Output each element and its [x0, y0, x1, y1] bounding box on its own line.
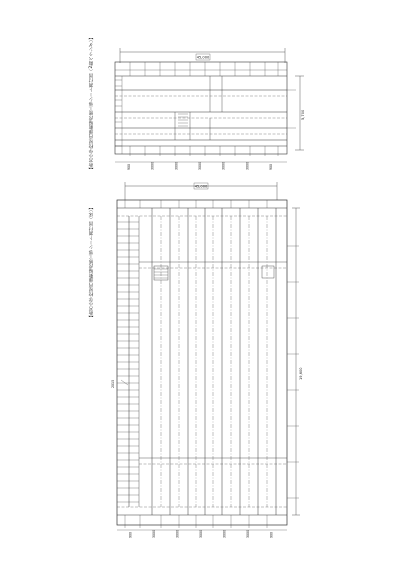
- main-drawing-title: 【新宮小学校屋内運動場改修工事シート割付図（床）】: [89, 205, 94, 321]
- main-dim-label-3: 3000: [199, 529, 203, 538]
- top-bottom-dimension-labels: [127, 162, 273, 170]
- top-dim-label-2: 3000: [174, 161, 179, 170]
- main-dim-label-6: 900: [269, 531, 274, 538]
- top-dim-label-3: 3000: [198, 161, 202, 170]
- main-dim-label-0: 900: [128, 531, 133, 538]
- top-overall-dimension: 45,000: [196, 55, 210, 60]
- main-overall-dimension: 19,600: [299, 367, 303, 380]
- top-drawing-title: 【新宮小学校屋内運動場改修工事シート割付図（2階ベランダ）】: [89, 35, 94, 173]
- top-dim-label-5: 3000: [245, 161, 250, 170]
- top-side-dimension: 5,700: [301, 109, 305, 120]
- main-dim-label-5: 3000: [245, 529, 250, 538]
- main-dim-label-2: 3000: [175, 529, 180, 538]
- main-plan-view: [117, 182, 300, 530]
- top-dim-label-0: 900: [126, 163, 131, 170]
- main-side-label: 2015: [111, 379, 115, 388]
- top-dim-label-4: 3000: [221, 161, 226, 170]
- top-plan-view: [115, 48, 304, 162]
- main-bottom-dimension-labels: [129, 530, 274, 538]
- main-dim-label-4: 3000: [222, 529, 227, 538]
- top-dim-label-1: 3000: [150, 161, 155, 170]
- main-top-dimension: 45,000: [194, 184, 208, 189]
- top-dim-label-6: 900: [269, 163, 274, 170]
- main-dim-label-1: 3000: [152, 529, 157, 538]
